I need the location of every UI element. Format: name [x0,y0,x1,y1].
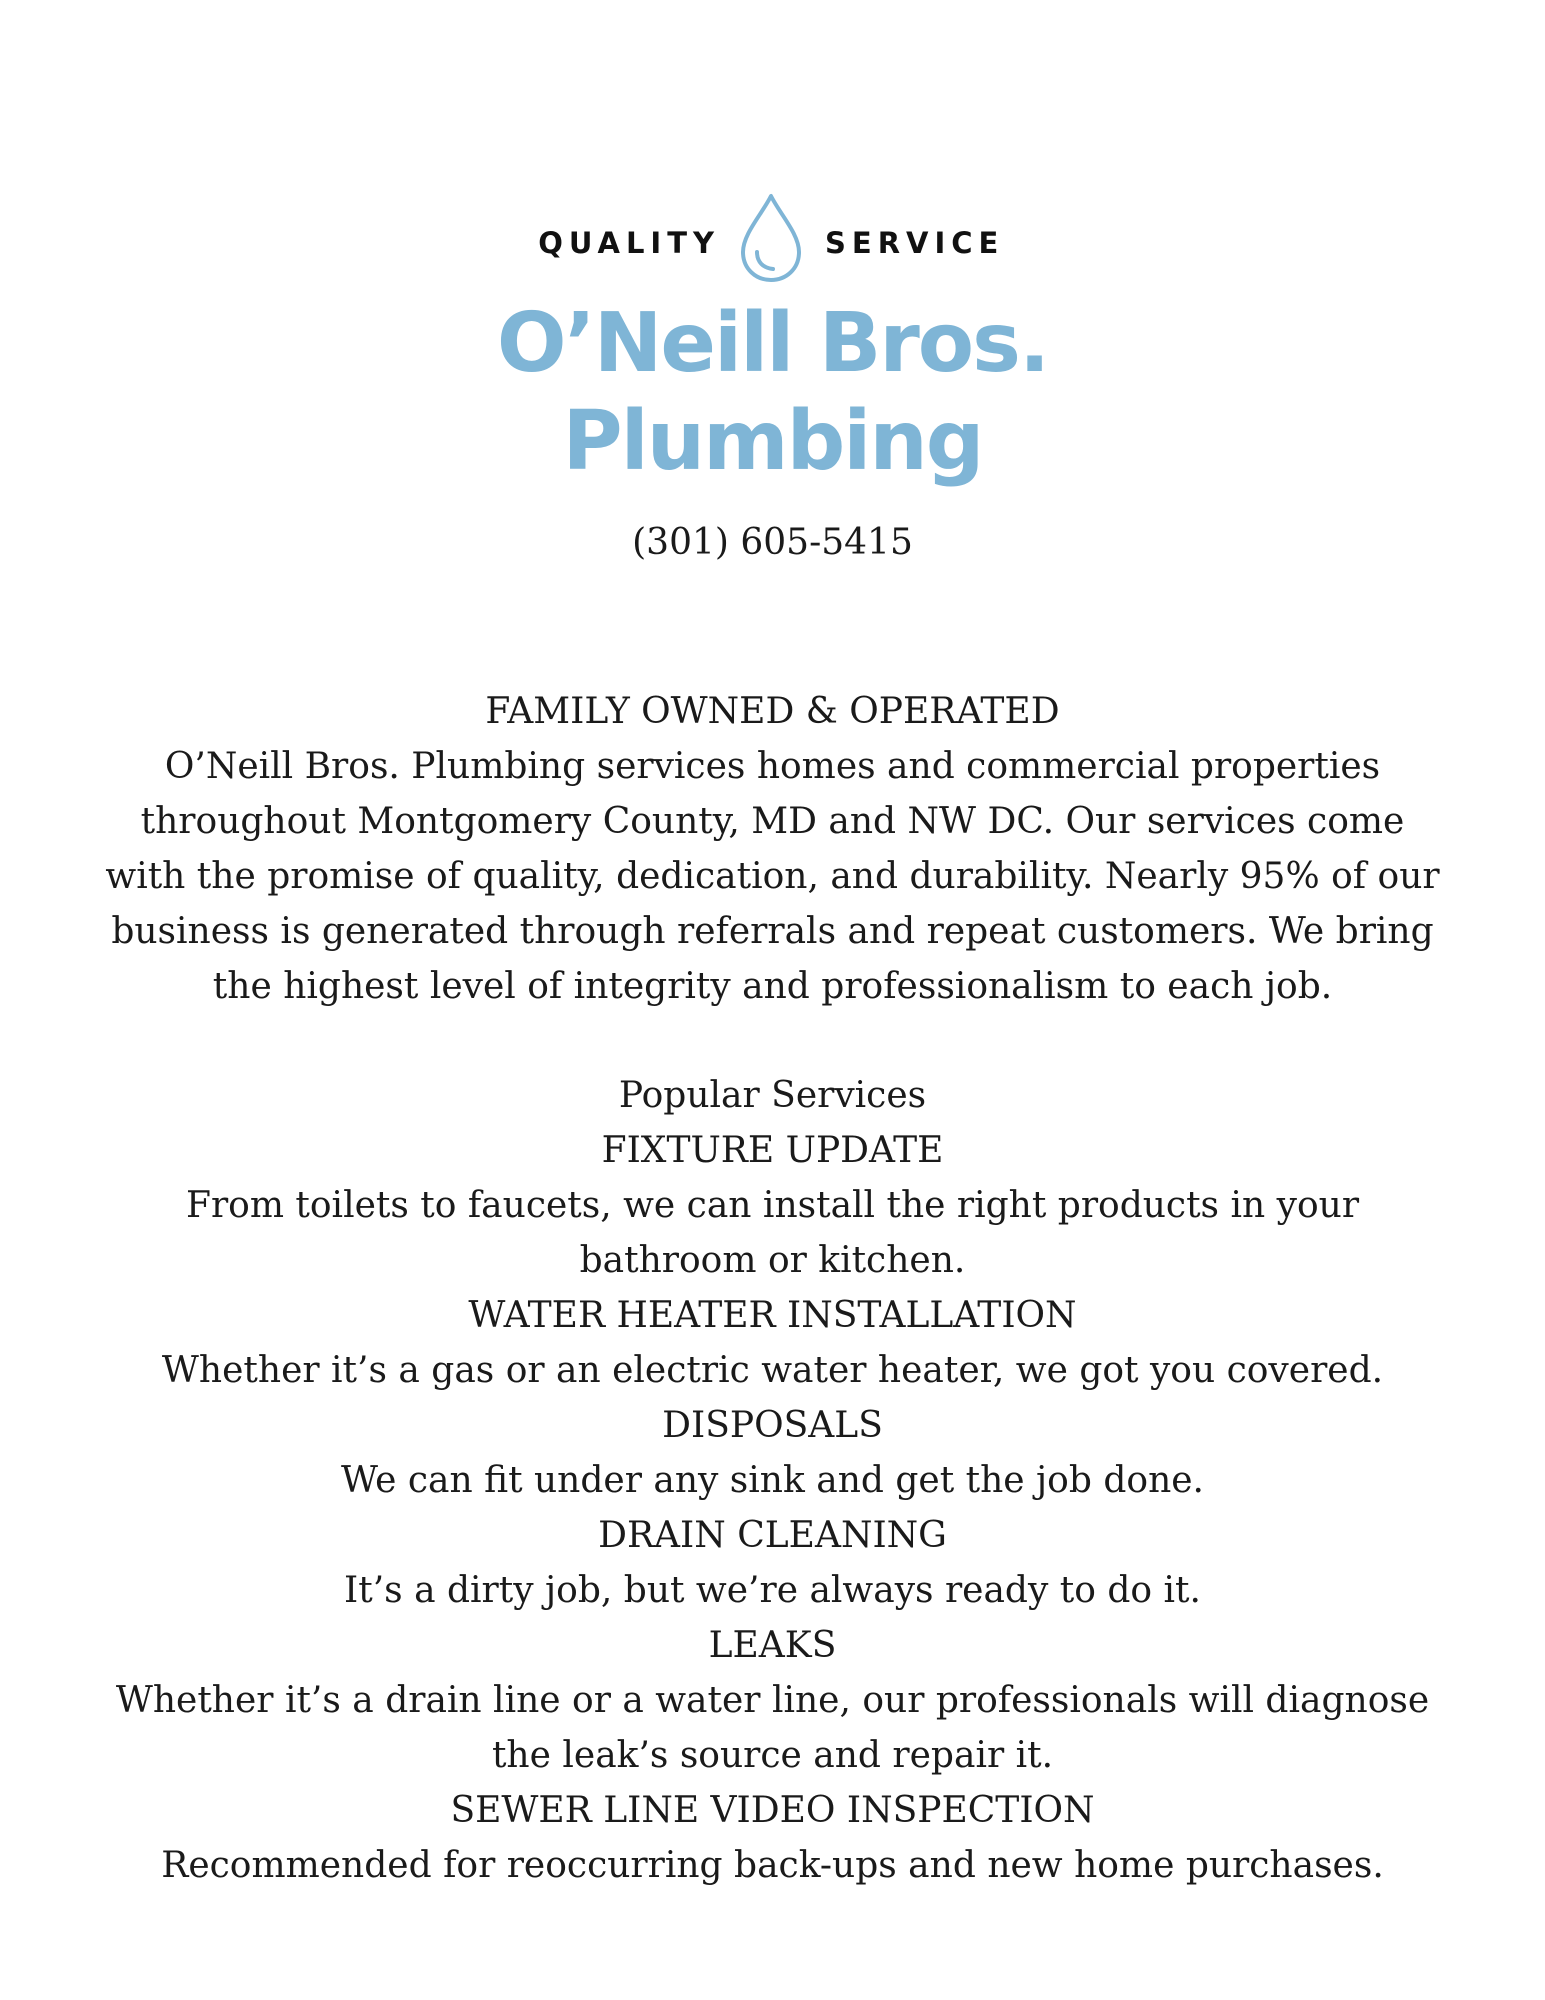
services-section [100,1068,1445,1893]
brand-line-2: Plumbing [562,394,983,489]
service-description: It’s a dirty job, but we’re always ready to do it. [344,1570,1201,1611]
tagline-service: SERVICE [825,226,1005,260]
service-description: Recommended for reoccurring back-ups and new home purchases. [161,1845,1384,1886]
service-description: Whether it’s a drain line or a water line, our professionals will diagnose the leak’s source and repair it. [115,1680,1430,1776]
service-title: SEWER LINE VIDEO INSPECTION [450,1790,1095,1831]
service-title: WATER HEATER INSTALLATION [468,1295,1077,1336]
phone-number: (301) 605-5415 [632,522,913,563]
service-description: Whether it’s a gas or an electric water heater, we got you covered. [161,1350,1384,1391]
logo-tagline [0,190,1545,290]
service-title: DISPOSALS [662,1405,883,1446]
service-description: We can fit under any sink and get the job done. [341,1460,1204,1501]
service-title: LEAKS [708,1625,837,1666]
service-description: From toilets to faucets, we can install the right products in your bathroom or kitchen. [185,1185,1360,1281]
service-title: DRAIN CLEANING [598,1515,947,1556]
intro-body: O’Neill Bros. Plumbing services homes and commercial properties throughout Montgomery County, MD and NW DC. Our services come with the promise of quality, dedication, and durability. Nearly 95% of our business is generated through referrals and repeat customers. We bring the highest level of integrity and professionalism to each job. [105,746,1440,1007]
intro-section [100,684,1445,1014]
services-heading: Popular Services [618,1075,927,1116]
intro-heading: FAMILY OWNED & OPERATED [485,691,1060,732]
water-drop-icon [738,192,804,284]
company-logo [0,190,1545,489]
brand-line-1: O’Neill Bros. [496,296,1049,391]
tagline-quality: QUALITY [538,226,720,260]
service-title: FIXTURE UPDATE [601,1130,944,1171]
